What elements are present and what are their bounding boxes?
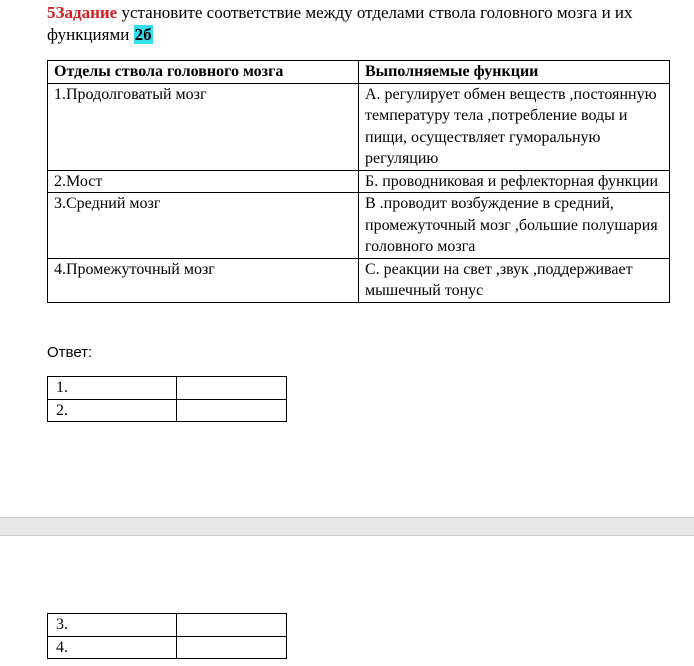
function-cell: В .проводит возбуждение в средний, промежуточный мозг ,большие полушария головного мозга: [359, 193, 670, 259]
table-row: [48, 193, 670, 259]
answer-row: [48, 377, 287, 400]
answer-row: [48, 614, 287, 637]
answer-row: [48, 399, 287, 422]
function-cell: Б. проводниковая и рефлекторная функции: [359, 170, 670, 193]
answer-number: 3.: [48, 614, 177, 637]
table-row: [48, 258, 670, 302]
matching-table: [47, 60, 670, 303]
answer-number: 2.: [48, 399, 177, 422]
brain-part-cell: 2.Мост: [48, 170, 359, 193]
task-text: установите соответствие между отделами ствола головного мозга и их функциями: [47, 3, 633, 44]
answer-number: 4.: [48, 636, 177, 659]
answer-cell[interactable]: [177, 399, 287, 422]
brain-part-cell: 3.Средний мозг: [48, 193, 359, 259]
answer-cell[interactable]: [177, 636, 287, 659]
table-row: [48, 83, 670, 170]
function-cell: С. реакции на свет ,звук ,поддерживает мышечный тонус: [359, 258, 670, 302]
points-badge: 2б: [134, 25, 152, 44]
table-header-row: [48, 61, 670, 84]
brain-part-cell: 4.Промежуточный мозг: [48, 258, 359, 302]
task-heading: [47, 2, 677, 46]
function-cell: А. регулирует обмен веществ ,постоянную температуру тела ,потребление воды и пищи, осуществляет гуморальную регуляцию: [359, 83, 670, 170]
brain-part-cell: 1.Продолговатый мозг: [48, 83, 359, 170]
column-header-parts: Отделы ствола головного мозга: [48, 61, 359, 84]
answer-cell[interactable]: [177, 614, 287, 637]
page-break: [0, 517, 694, 536]
answer-row: [48, 636, 287, 659]
answer-cell[interactable]: [177, 377, 287, 400]
answer-table-2: [47, 613, 287, 659]
column-header-functions: Выполняемые функции: [359, 61, 670, 84]
answer-number: 1.: [48, 377, 177, 400]
answer-table-1: [47, 376, 287, 422]
table-row: [48, 170, 670, 193]
task-label: 5Задание: [47, 3, 118, 22]
answer-label: Ответ:: [47, 344, 93, 361]
